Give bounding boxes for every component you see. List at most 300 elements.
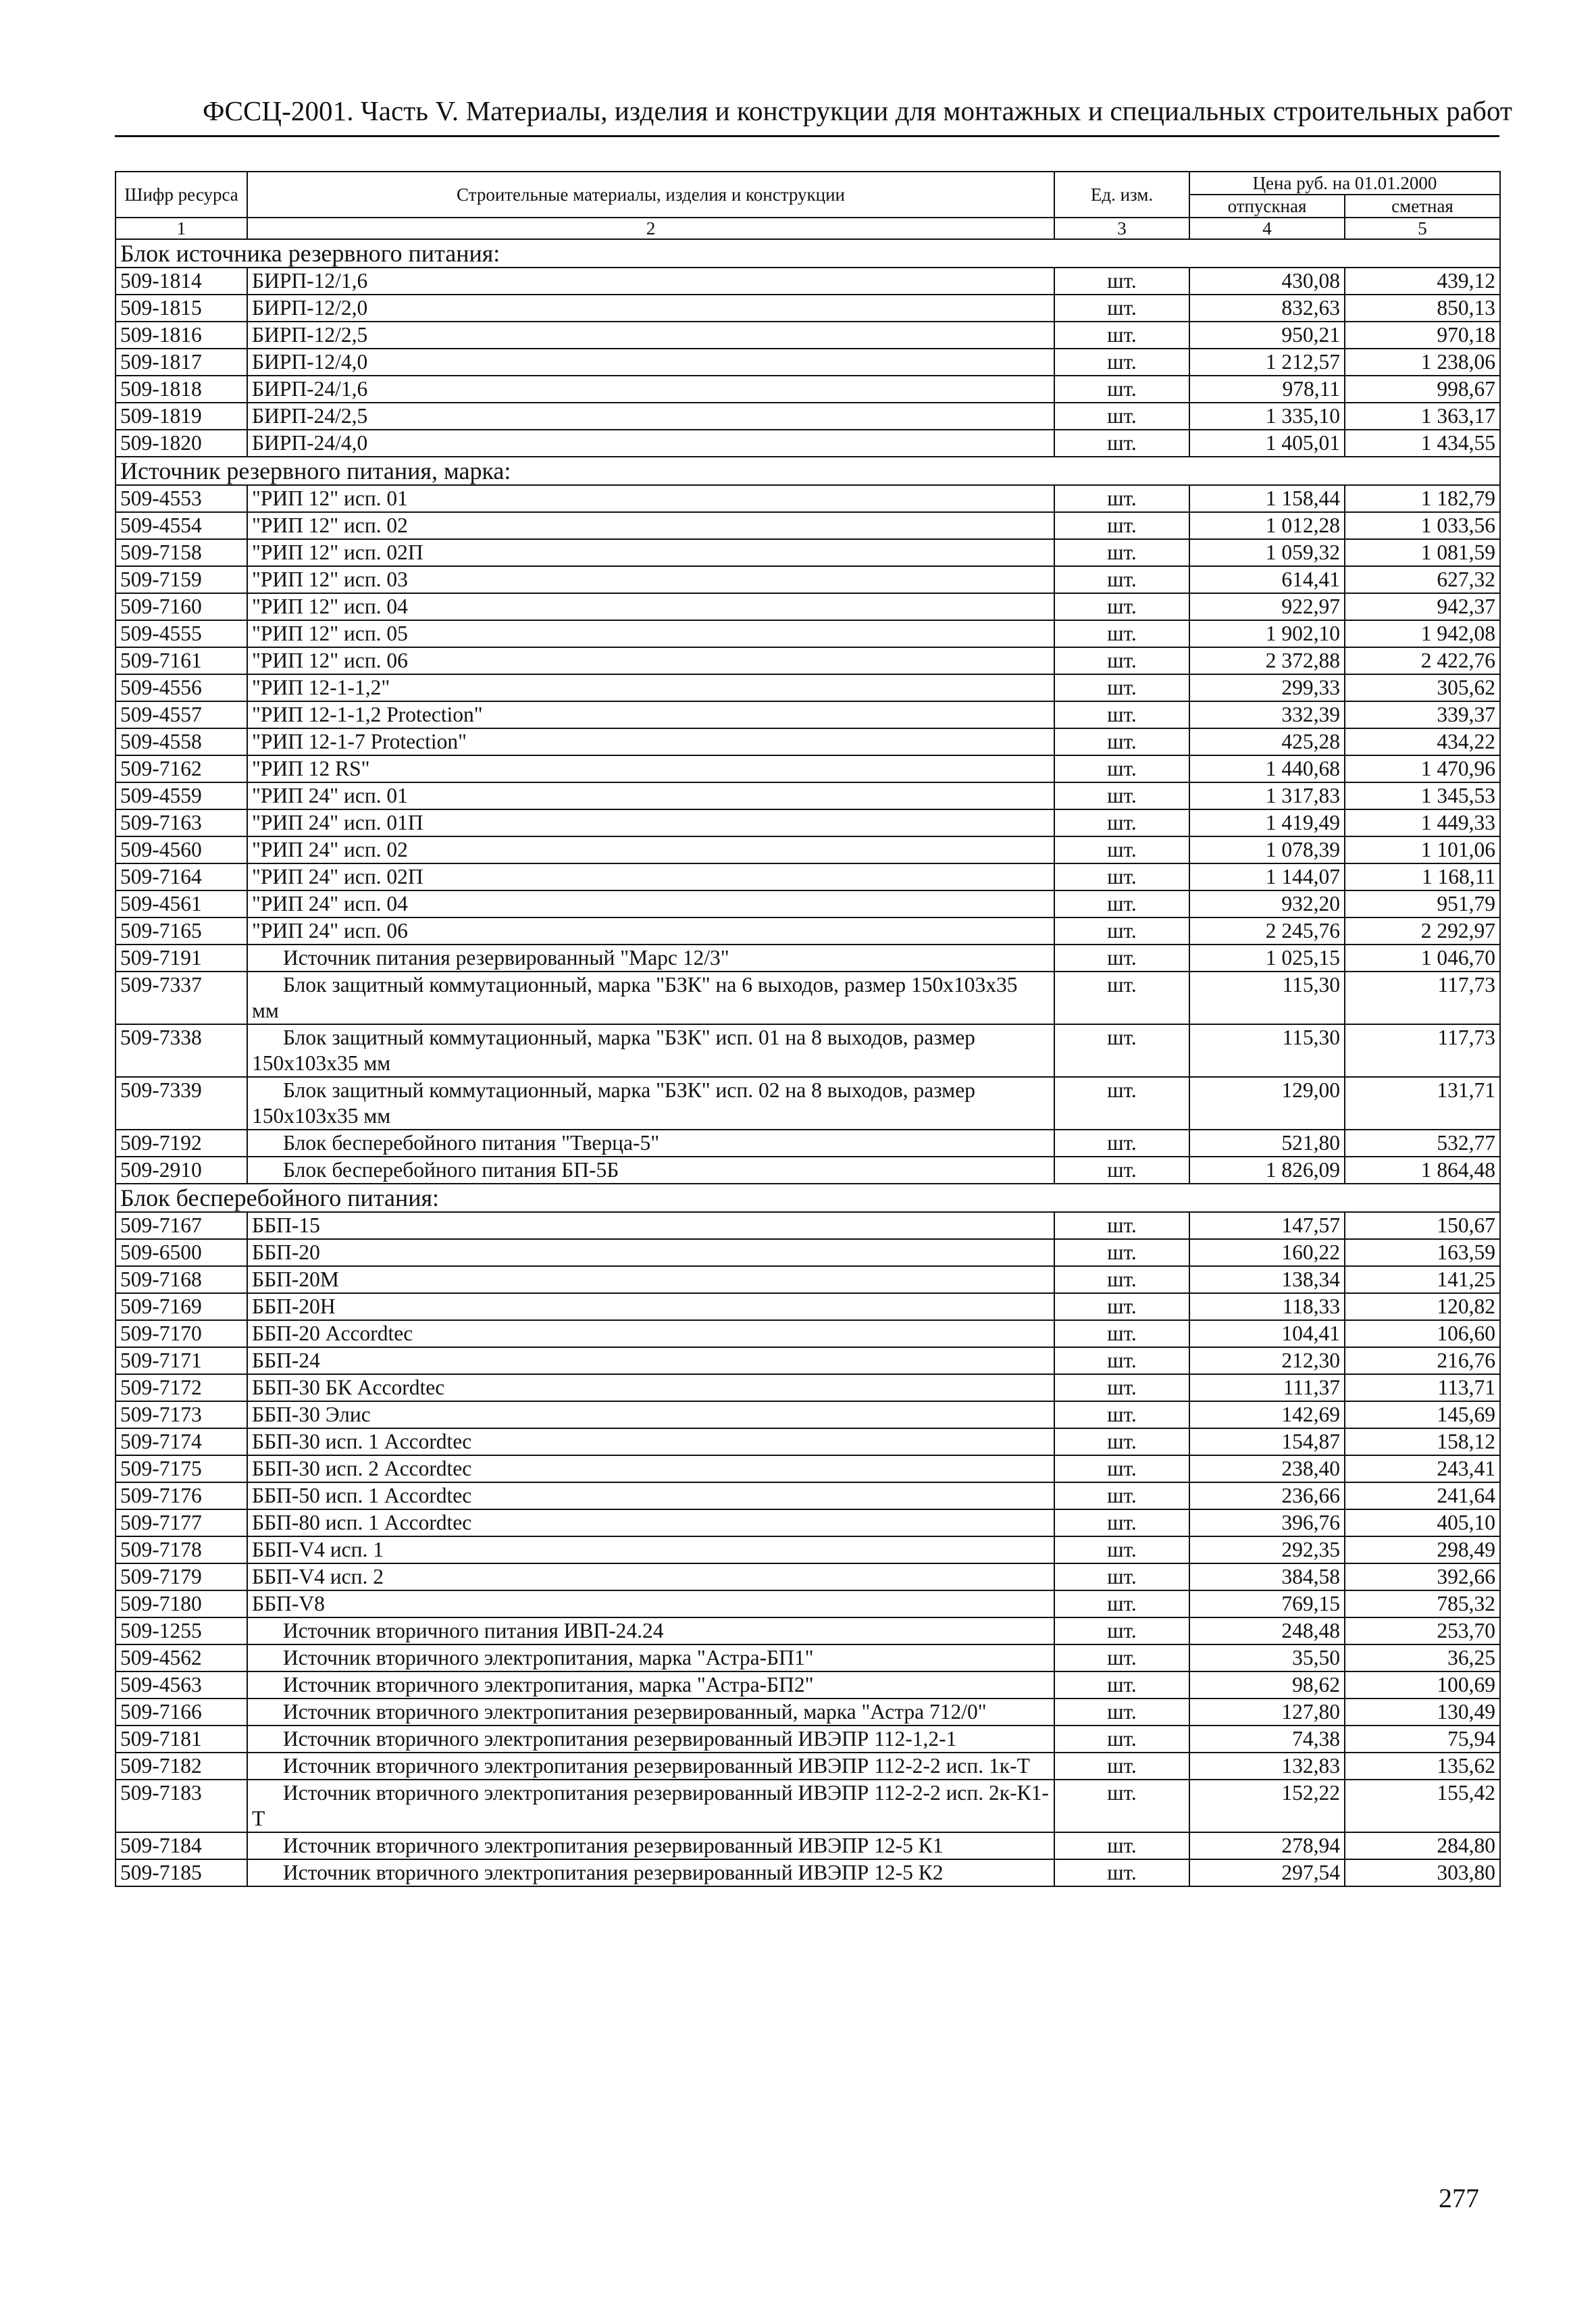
- item-name-cell: Источник вторичного электропитания резервированный ИВЭПР 112-1,2-1: [247, 1726, 1054, 1753]
- resource-code-cell: 509-4561: [115, 890, 247, 917]
- unit-cell: шт.: [1054, 1590, 1189, 1617]
- resource-code-cell: 509-7168: [115, 1266, 247, 1293]
- release-price-cell: 332,39: [1189, 701, 1345, 728]
- item-name-cell: ББП-50 исп. 1 Accordtec: [247, 1482, 1054, 1509]
- item-name-cell: "РИП 24" исп. 06: [247, 917, 1054, 945]
- resource-code-cell: 509-7180: [115, 1590, 247, 1617]
- unit-cell: шт.: [1054, 755, 1189, 782]
- resource-code-cell: 509-7167: [115, 1212, 247, 1239]
- unit-cell: шт.: [1054, 647, 1189, 674]
- resource-code-cell: 509-2910: [115, 1157, 247, 1184]
- table-row: [115, 1644, 1500, 1671]
- resource-code-cell: 509-1819: [115, 403, 247, 430]
- estimate-price-cell: 150,67: [1345, 1212, 1500, 1239]
- resource-code-cell: 509-7176: [115, 1482, 247, 1509]
- release-price-cell: 932,20: [1189, 890, 1345, 917]
- estimate-price-cell: 434,22: [1345, 728, 1500, 755]
- header-name: Строительные материалы, изделия и конструкции: [247, 172, 1054, 218]
- release-price-cell: 1 012,28: [1189, 512, 1345, 539]
- item-name-cell: "РИП 24" исп. 02П: [247, 863, 1054, 890]
- resource-code-cell: 509-6500: [115, 1239, 247, 1266]
- item-name-cell: БИРП-24/1,6: [247, 376, 1054, 403]
- column-number: 4: [1189, 218, 1345, 239]
- release-price-cell: 1 826,09: [1189, 1157, 1345, 1184]
- item-name-cell: "РИП 12-1-1,2": [247, 674, 1054, 701]
- table-row: [115, 1832, 1500, 1859]
- release-price-cell: 2 245,76: [1189, 917, 1345, 945]
- item-name-cell: ББП-80 исп. 1 Accordtec: [247, 1509, 1054, 1536]
- table-row: [115, 349, 1500, 376]
- item-name-cell: "РИП 12" исп. 04: [247, 593, 1054, 620]
- estimate-price-cell: 36,25: [1345, 1644, 1500, 1671]
- item-name-cell: ББП-15: [247, 1212, 1054, 1239]
- estimate-price-cell: 1 470,96: [1345, 755, 1500, 782]
- estimate-price-cell: 850,13: [1345, 295, 1500, 322]
- resource-code-cell: 509-7182: [115, 1753, 247, 1780]
- estimate-price-cell: 1 238,06: [1345, 349, 1500, 376]
- resource-code-cell: 509-1818: [115, 376, 247, 403]
- item-name-cell: БИРП-12/2,0: [247, 295, 1054, 322]
- resource-code-cell: 509-4560: [115, 836, 247, 863]
- release-price-cell: 521,80: [1189, 1130, 1345, 1157]
- release-price-cell: 248,48: [1189, 1617, 1345, 1644]
- column-number: 5: [1345, 218, 1500, 239]
- item-name-cell: ББП-20Н: [247, 1293, 1054, 1320]
- unit-cell: шт.: [1054, 1347, 1189, 1374]
- release-price-cell: 978,11: [1189, 376, 1345, 403]
- resource-code-cell: 509-4555: [115, 620, 247, 647]
- release-price-cell: 614,41: [1189, 566, 1345, 593]
- unit-cell: шт.: [1054, 1726, 1189, 1753]
- table-row: [115, 809, 1500, 836]
- item-name-cell: ББП-20 Accordtec: [247, 1320, 1054, 1347]
- estimate-price-cell: 627,32: [1345, 566, 1500, 593]
- estimate-price-cell: 405,10: [1345, 1509, 1500, 1536]
- unit-cell: шт.: [1054, 593, 1189, 620]
- item-name-cell: БИРП-12/1,6: [247, 268, 1054, 295]
- estimate-price-cell: 117,73: [1345, 972, 1500, 1024]
- unit-cell: шт.: [1054, 566, 1189, 593]
- item-name-cell: Источник вторичного электропитания резервированный ИВЭПР 112-2-2 исп. 1к-Т: [247, 1753, 1054, 1780]
- unit-cell: шт.: [1054, 1266, 1189, 1293]
- item-name-cell: Блок бесперебойного питания "Тверца-5": [247, 1130, 1054, 1157]
- item-name-cell: Источник вторичного электропитания резервированный ИВЭПР 12-5 К1: [247, 1832, 1054, 1859]
- unit-cell: шт.: [1054, 1157, 1189, 1184]
- estimate-price-cell: 2 292,97: [1345, 917, 1500, 945]
- unit-cell: шт.: [1054, 836, 1189, 863]
- item-name-cell: БИРП-24/4,0: [247, 430, 1054, 457]
- unit-cell: шт.: [1054, 1617, 1189, 1644]
- release-price-cell: 1 419,49: [1189, 809, 1345, 836]
- unit-cell: шт.: [1054, 1239, 1189, 1266]
- item-name-cell: ББП-24: [247, 1347, 1054, 1374]
- item-name-cell: Источник вторичного электропитания, марка "Астра-БП2": [247, 1671, 1054, 1699]
- estimate-price-cell: 131,71: [1345, 1077, 1500, 1130]
- unit-cell: шт.: [1054, 1644, 1189, 1671]
- unit-cell: шт.: [1054, 1832, 1189, 1859]
- resource-code-cell: 509-7175: [115, 1455, 247, 1482]
- unit-cell: шт.: [1054, 1563, 1189, 1590]
- item-name-cell: "РИП 12" исп. 02: [247, 512, 1054, 539]
- column-number: 3: [1054, 218, 1189, 239]
- resource-code-cell: 509-7170: [115, 1320, 247, 1347]
- item-name-cell: "РИП 12" исп. 03: [247, 566, 1054, 593]
- resource-code-cell: 509-7338: [115, 1024, 247, 1077]
- table-row: [115, 972, 1500, 1024]
- resource-code-cell: 509-7165: [115, 917, 247, 945]
- resource-code-cell: 509-4558: [115, 728, 247, 755]
- table-row: [115, 1536, 1500, 1563]
- estimate-price-cell: 100,69: [1345, 1671, 1500, 1699]
- resource-code-cell: 509-4554: [115, 512, 247, 539]
- item-name-cell: БИРП-12/4,0: [247, 349, 1054, 376]
- release-price-cell: 1 335,10: [1189, 403, 1345, 430]
- resource-code-cell: 509-4559: [115, 782, 247, 809]
- release-price-cell: 129,00: [1189, 1077, 1345, 1130]
- release-price-cell: 98,62: [1189, 1671, 1345, 1699]
- item-name-cell: ББП-V4 исп. 2: [247, 1563, 1054, 1590]
- resource-code-cell: 509-1820: [115, 430, 247, 457]
- release-price-cell: 299,33: [1189, 674, 1345, 701]
- release-price-cell: 127,80: [1189, 1699, 1345, 1726]
- resource-code-cell: 509-1817: [115, 349, 247, 376]
- release-price-cell: 1 158,44: [1189, 485, 1345, 512]
- resource-code-cell: 509-7181: [115, 1726, 247, 1753]
- release-price-cell: 236,66: [1189, 1482, 1345, 1509]
- release-price-cell: 950,21: [1189, 322, 1345, 349]
- unit-cell: шт.: [1054, 1130, 1189, 1157]
- unit-cell: шт.: [1054, 782, 1189, 809]
- resource-code-cell: 509-7164: [115, 863, 247, 890]
- unit-cell: шт.: [1054, 1699, 1189, 1726]
- item-name-cell: БИРП-24/2,5: [247, 403, 1054, 430]
- unit-cell: шт.: [1054, 1293, 1189, 1320]
- unit-cell: шт.: [1054, 322, 1189, 349]
- header-code: Шифр ресурса: [115, 172, 247, 218]
- unit-cell: шт.: [1054, 972, 1189, 1024]
- table-row: [115, 1077, 1500, 1130]
- table-row: [115, 945, 1500, 972]
- item-name-cell: ББП-30 исп. 1 Accordtec: [247, 1428, 1054, 1455]
- item-name-cell: "РИП 12 RS": [247, 755, 1054, 782]
- resource-code-cell: 509-7172: [115, 1374, 247, 1401]
- item-name-cell: ББП-V4 исп. 1: [247, 1536, 1054, 1563]
- resource-code-cell: 509-7178: [115, 1536, 247, 1563]
- unit-cell: шт.: [1054, 1509, 1189, 1536]
- item-name-cell: ББП-20М: [247, 1266, 1054, 1293]
- estimate-price-cell: 163,59: [1345, 1239, 1500, 1266]
- unit-cell: шт.: [1054, 403, 1189, 430]
- release-price-cell: 115,30: [1189, 972, 1345, 1024]
- section-header-row: [115, 239, 1500, 268]
- resource-code-cell: 509-7161: [115, 647, 247, 674]
- table-row: [115, 1509, 1500, 1536]
- estimate-price-cell: 120,82: [1345, 1293, 1500, 1320]
- table-row: [115, 430, 1500, 457]
- item-name-cell: ББП-V8: [247, 1590, 1054, 1617]
- item-name-cell: Блок защитный коммутационный, марка "БЗК" исп. 01 на 8 выходов, размер 150x103x35 мм: [247, 1024, 1054, 1077]
- resource-code-cell: 509-4563: [115, 1671, 247, 1699]
- table-row: [115, 1428, 1500, 1455]
- estimate-price-cell: 216,76: [1345, 1347, 1500, 1374]
- resource-code-cell: 509-7179: [115, 1563, 247, 1590]
- item-name-cell: Источник вторичного электропитания резервированный, марка "Астра 712/0": [247, 1699, 1054, 1726]
- unit-cell: шт.: [1054, 620, 1189, 647]
- resource-code-cell: 509-7162: [115, 755, 247, 782]
- table-row: [115, 1482, 1500, 1509]
- table-row: [115, 1753, 1500, 1780]
- release-price-cell: 154,87: [1189, 1428, 1345, 1455]
- release-price-cell: 922,97: [1189, 593, 1345, 620]
- release-price-cell: 1 212,57: [1189, 349, 1345, 376]
- item-name-cell: Блок защитный коммутационный, марка "БЗК" на 6 выходов, размер 150x103x35 мм: [247, 972, 1054, 1024]
- column-number: 2: [247, 218, 1054, 239]
- item-name-cell: Источник питания резервированный "Марс 12/3": [247, 945, 1054, 972]
- table-row: [115, 1130, 1500, 1157]
- table-row: [115, 1859, 1500, 1886]
- estimate-price-cell: 305,62: [1345, 674, 1500, 701]
- release-price-cell: 2 372,88: [1189, 647, 1345, 674]
- release-price-cell: 1 405,01: [1189, 430, 1345, 457]
- item-name-cell: Источник вторичного электропитания, марка "Астра-БП1": [247, 1644, 1054, 1671]
- unit-cell: шт.: [1054, 1536, 1189, 1563]
- table-row: [115, 376, 1500, 403]
- release-price-cell: 278,94: [1189, 1832, 1345, 1859]
- table-row: [115, 782, 1500, 809]
- price-table: [115, 171, 1501, 1887]
- item-name-cell: "РИП 24" исп. 01П: [247, 809, 1054, 836]
- item-name-cell: ББП-30 Элис: [247, 1401, 1054, 1428]
- resource-code-cell: 509-1255: [115, 1617, 247, 1644]
- table-row: [115, 701, 1500, 728]
- table-row: [115, 322, 1500, 349]
- resource-code-cell: 509-4562: [115, 1644, 247, 1671]
- resource-code-cell: 509-7191: [115, 945, 247, 972]
- resource-code-cell: 509-7163: [115, 809, 247, 836]
- estimate-price-cell: 284,80: [1345, 1832, 1500, 1859]
- table-row: [115, 1320, 1500, 1347]
- release-price-cell: 1 902,10: [1189, 620, 1345, 647]
- table-row: [115, 1239, 1500, 1266]
- estimate-price-cell: 241,64: [1345, 1482, 1500, 1509]
- release-price-cell: 118,33: [1189, 1293, 1345, 1320]
- release-price-cell: 1 059,32: [1189, 539, 1345, 566]
- release-price-cell: 160,22: [1189, 1239, 1345, 1266]
- table-row: [115, 647, 1500, 674]
- resource-code-cell: 509-7169: [115, 1293, 247, 1320]
- resource-code-cell: 509-7166: [115, 1699, 247, 1726]
- table-row: [115, 1293, 1500, 1320]
- resource-code-cell: 509-4557: [115, 701, 247, 728]
- table-row: [115, 539, 1500, 566]
- table-row: [115, 755, 1500, 782]
- header-divider: [115, 135, 1499, 137]
- unit-cell: шт.: [1054, 1859, 1189, 1886]
- table-row: [115, 1671, 1500, 1699]
- section-header-row: [115, 1184, 1500, 1212]
- resource-code-cell: 509-7183: [115, 1780, 247, 1832]
- item-name-cell: ББП-30 БК Accordtec: [247, 1374, 1054, 1401]
- unit-cell: шт.: [1054, 1671, 1189, 1699]
- item-name-cell: ББП-20: [247, 1239, 1054, 1266]
- table-row: [115, 728, 1500, 755]
- table-row: [115, 1726, 1500, 1753]
- estimate-price-cell: 1 046,70: [1345, 945, 1500, 972]
- table-row: [115, 674, 1500, 701]
- estimate-price-cell: 298,49: [1345, 1536, 1500, 1563]
- release-price-cell: 138,34: [1189, 1266, 1345, 1293]
- release-price-cell: 142,69: [1189, 1401, 1345, 1428]
- table-row: [115, 1347, 1500, 1374]
- estimate-price-cell: 158,12: [1345, 1428, 1500, 1455]
- unit-cell: шт.: [1054, 1212, 1189, 1239]
- unit-cell: шт.: [1054, 917, 1189, 945]
- estimate-price-cell: 1 345,53: [1345, 782, 1500, 809]
- estimate-price-cell: 392,66: [1345, 1563, 1500, 1590]
- estimate-price-cell: 998,67: [1345, 376, 1500, 403]
- estimate-price-cell: 1 942,08: [1345, 620, 1500, 647]
- release-price-cell: 1 440,68: [1189, 755, 1345, 782]
- header-unit: Ед. изм.: [1054, 172, 1189, 218]
- estimate-price-cell: 106,60: [1345, 1320, 1500, 1347]
- unit-cell: шт.: [1054, 1780, 1189, 1832]
- table-row: [115, 1455, 1500, 1482]
- resource-code-cell: 509-7159: [115, 566, 247, 593]
- unit-cell: шт.: [1054, 349, 1189, 376]
- table-row: [115, 1266, 1500, 1293]
- estimate-price-cell: 1 434,55: [1345, 430, 1500, 457]
- unit-cell: шт.: [1054, 1482, 1189, 1509]
- release-price-cell: 238,40: [1189, 1455, 1345, 1482]
- column-number: 1: [115, 218, 247, 239]
- table-row: [115, 1212, 1500, 1239]
- resource-code-cell: 509-7185: [115, 1859, 247, 1886]
- unit-cell: шт.: [1054, 539, 1189, 566]
- unit-cell: шт.: [1054, 728, 1189, 755]
- item-name-cell: "РИП 12" исп. 05: [247, 620, 1054, 647]
- table-row: [115, 593, 1500, 620]
- table-row: [115, 917, 1500, 945]
- estimate-price-cell: 303,80: [1345, 1859, 1500, 1886]
- estimate-price-cell: 141,25: [1345, 1266, 1500, 1293]
- item-name-cell: "РИП 12" исп. 02П: [247, 539, 1054, 566]
- table-row: [115, 512, 1500, 539]
- release-price-cell: 1 317,83: [1189, 782, 1345, 809]
- estimate-price-cell: 253,70: [1345, 1617, 1500, 1644]
- table-row: [115, 1617, 1500, 1644]
- release-price-cell: 1 025,15: [1189, 945, 1345, 972]
- release-price-cell: 111,37: [1189, 1374, 1345, 1401]
- release-price-cell: 1 144,07: [1189, 863, 1345, 890]
- estimate-price-cell: 113,71: [1345, 1374, 1500, 1401]
- table-row: [115, 620, 1500, 647]
- table-row: [115, 1780, 1500, 1832]
- unit-cell: шт.: [1054, 295, 1189, 322]
- page-number: 277: [1439, 2183, 1479, 2213]
- item-name-cell: Источник вторичного электропитания резервированный ИВЭПР 12-5 К2: [247, 1859, 1054, 1886]
- estimate-price-cell: 1 168,11: [1345, 863, 1500, 890]
- item-name-cell: БИРП-12/2,5: [247, 322, 1054, 349]
- item-name-cell: ББП-30 исп. 2 Accordtec: [247, 1455, 1054, 1482]
- table-row: [115, 1699, 1500, 1726]
- resource-code-cell: 509-7177: [115, 1509, 247, 1536]
- release-price-cell: 292,35: [1189, 1536, 1345, 1563]
- release-price-cell: 832,63: [1189, 295, 1345, 322]
- estimate-price-cell: 145,69: [1345, 1401, 1500, 1428]
- unit-cell: шт.: [1054, 1401, 1189, 1428]
- release-price-cell: 74,38: [1189, 1726, 1345, 1753]
- table-row: [115, 1157, 1500, 1184]
- unit-cell: шт.: [1054, 1077, 1189, 1130]
- item-name-cell: "РИП 12" исп. 01: [247, 485, 1054, 512]
- table-row: [115, 403, 1500, 430]
- resource-code-cell: 509-1816: [115, 322, 247, 349]
- table-row: [115, 1024, 1500, 1077]
- release-price-cell: 384,58: [1189, 1563, 1345, 1590]
- table-row: [115, 566, 1500, 593]
- unit-cell: шт.: [1054, 1374, 1189, 1401]
- resource-code-cell: 509-4556: [115, 674, 247, 701]
- item-name-cell: "РИП 12-1-7 Protection": [247, 728, 1054, 755]
- resource-code-cell: 509-4553: [115, 485, 247, 512]
- unit-cell: шт.: [1054, 674, 1189, 701]
- estimate-price-cell: 970,18: [1345, 322, 1500, 349]
- item-name-cell: Источник вторичного питания ИВП-24.24: [247, 1617, 1054, 1644]
- release-price-cell: 1 078,39: [1189, 836, 1345, 863]
- release-price-cell: 396,76: [1189, 1509, 1345, 1536]
- resource-code-cell: 509-1814: [115, 268, 247, 295]
- page-header-title: ФССЦ-2001. Часть V. Материалы, изделия и конструкции для монтажных и специальных строительных работ: [203, 95, 1513, 126]
- table-row: [115, 485, 1500, 512]
- release-price-cell: 35,50: [1189, 1644, 1345, 1671]
- table-body: [115, 239, 1500, 1886]
- resource-code-cell: 509-7192: [115, 1130, 247, 1157]
- resource-code-cell: 509-7337: [115, 972, 247, 1024]
- estimate-price-cell: 1 101,06: [1345, 836, 1500, 863]
- estimate-price-cell: 243,41: [1345, 1455, 1500, 1482]
- unit-cell: шт.: [1054, 945, 1189, 972]
- section-header-row: [115, 457, 1500, 485]
- table-row: [115, 1590, 1500, 1617]
- header-release: отпускная: [1189, 195, 1345, 218]
- table-row: [115, 890, 1500, 917]
- unit-cell: шт.: [1054, 1024, 1189, 1077]
- unit-cell: шт.: [1054, 485, 1189, 512]
- unit-cell: шт.: [1054, 1753, 1189, 1780]
- unit-cell: шт.: [1054, 863, 1189, 890]
- estimate-price-cell: 135,62: [1345, 1753, 1500, 1780]
- table-row: [115, 1374, 1500, 1401]
- unit-cell: шт.: [1054, 809, 1189, 836]
- table-row: [115, 836, 1500, 863]
- item-name-cell: Блок бесперебойного питания БП-5Б: [247, 1157, 1054, 1184]
- release-price-cell: 769,15: [1189, 1590, 1345, 1617]
- header-estimate: сметная: [1345, 195, 1500, 218]
- unit-cell: шт.: [1054, 1320, 1189, 1347]
- estimate-price-cell: 439,12: [1345, 268, 1500, 295]
- estimate-price-cell: 942,37: [1345, 593, 1500, 620]
- item-name-cell: "РИП 24" исп. 01: [247, 782, 1054, 809]
- unit-cell: шт.: [1054, 1455, 1189, 1482]
- unit-cell: шт.: [1054, 376, 1189, 403]
- release-price-cell: 212,30: [1189, 1347, 1345, 1374]
- estimate-price-cell: 1 033,56: [1345, 512, 1500, 539]
- resource-code-cell: 509-7173: [115, 1401, 247, 1428]
- item-name-cell: "РИП 24" исп. 02: [247, 836, 1054, 863]
- estimate-price-cell: 532,77: [1345, 1130, 1500, 1157]
- item-name-cell: "РИП 24" исп. 04: [247, 890, 1054, 917]
- resource-code-cell: 509-7160: [115, 593, 247, 620]
